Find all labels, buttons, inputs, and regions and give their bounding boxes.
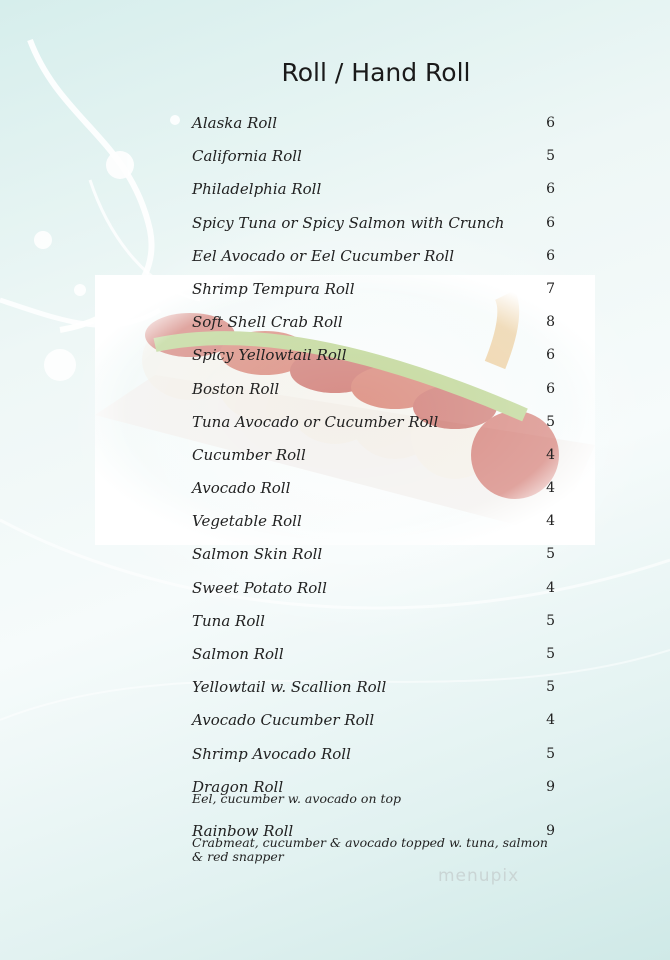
menu-item (192, 146, 555, 179)
menu-item (192, 279, 555, 312)
menu-item (192, 821, 555, 865)
menu-item-name: Avocado Cucumber Roll (192, 711, 375, 730)
menu-item (192, 611, 555, 644)
menu-item-price: 4 (546, 579, 555, 596)
menu-item-price: 5 (546, 679, 555, 696)
menu-item (192, 213, 555, 246)
menu-item (192, 644, 555, 677)
menu-item-name: Salmon Roll (192, 645, 284, 663)
menu-item-price: 6 (546, 181, 555, 198)
menu-item-name: Sweet Potato Roll (192, 578, 327, 597)
menu-item-price: 6 (546, 115, 555, 131)
menu-item-name: Boston Roll (192, 379, 280, 398)
menu-item (192, 345, 555, 378)
menu-item (192, 312, 555, 345)
menu-item-name: Avocado Roll (192, 479, 291, 498)
menu-item-name: Spicy Yellowtail Roll (192, 346, 347, 365)
menu-item-name: Shrimp Tempura Roll (192, 279, 355, 298)
menu-item (192, 511, 555, 544)
menu-item-name: California Roll (192, 147, 302, 166)
page-title: Roll / Hand Roll (281, 58, 471, 87)
menu-item-description: Eel, cucumber w. avocado on top (192, 790, 402, 806)
menu-item-price: 4 (546, 513, 555, 530)
menu-item-price: 5 (546, 612, 555, 629)
menu-item (192, 379, 555, 412)
menu-item-name: Vegetable Roll (192, 512, 302, 531)
menu-item-price: 6 (546, 247, 555, 264)
menu-item (192, 179, 555, 212)
menu-item-price: 7 (546, 280, 555, 297)
menu-item-name: Tuna Avocado or Cucumber Roll (192, 412, 439, 431)
menu-item-price: 4 (546, 446, 555, 463)
menu-item-name: Cucumber Roll (192, 445, 306, 464)
menu-item (192, 445, 555, 478)
menu-item-price: 4 (546, 480, 555, 497)
menu-item-name: Tuna Roll (192, 611, 265, 630)
menu-item-price: 5 (546, 148, 555, 165)
menu-item-price: 4 (546, 712, 555, 729)
menu-item (192, 544, 555, 577)
menu-item (192, 478, 555, 511)
menu-item (192, 744, 555, 777)
menu-item-price: 6 (546, 380, 555, 397)
menu-item-name: Rainbow Roll (192, 821, 294, 840)
menu-item-price: 6 (546, 214, 555, 231)
menu-item-name: Spicy Tuna or Spicy Salmon with Crunch (192, 213, 505, 232)
menu-item-price: 5 (546, 413, 555, 430)
menu-item-price: 6 (546, 347, 555, 364)
menu-item-price: 5 (546, 546, 555, 563)
menu-item-price: 8 (546, 314, 555, 331)
menu-item (192, 412, 555, 445)
menu-item (192, 677, 555, 710)
menu-item-name: Dragon Roll (192, 777, 284, 796)
menu-item (192, 777, 555, 821)
menu-item (192, 246, 555, 279)
menu-item-name: Soft Shell Crab Roll (192, 313, 343, 332)
watermark-text: menupix (438, 866, 520, 886)
menu-item-price: 9 (546, 778, 555, 795)
menu-item-name: Salmon Skin Roll (192, 545, 323, 564)
menu-item-name: Yellowtail w. Scallion Roll (192, 678, 387, 697)
menu-item-price: 5 (546, 745, 555, 762)
menu-item-name: Shrimp Avocado Roll (192, 744, 351, 763)
menu-item-name: Alaska Roll (192, 114, 277, 132)
menu-item-name: Eel Avocado or Eel Cucumber Roll (192, 246, 454, 265)
menu-item-price: 5 (546, 646, 555, 662)
menu-item (192, 578, 555, 611)
menu-item-description: Crabmeat, cucumber & avocado topped w. tuna, salmon & red snapper (192, 834, 548, 864)
menu-item-list (192, 113, 555, 865)
menu-item-price: 9 (546, 822, 555, 839)
menu-item (192, 710, 555, 743)
menu-item (192, 113, 555, 146)
menu-item-name: Philadelphia Roll (192, 180, 322, 199)
